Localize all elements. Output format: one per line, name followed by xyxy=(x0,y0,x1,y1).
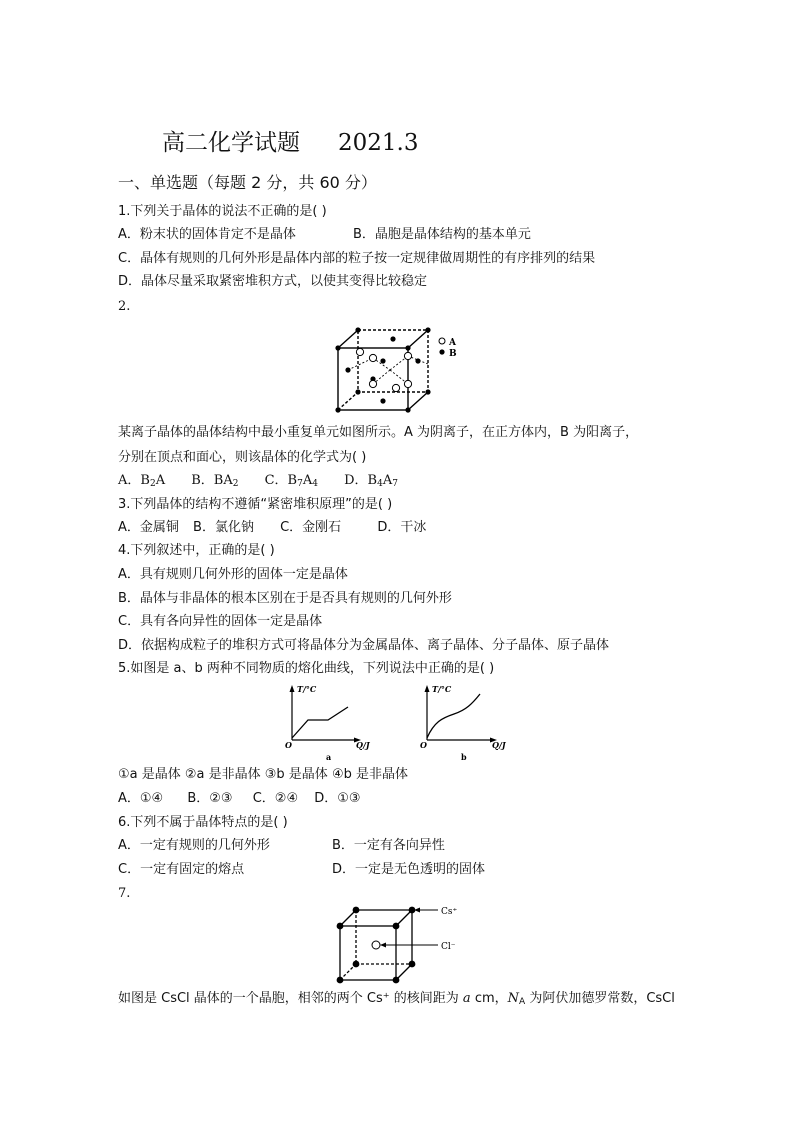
cs-ion xyxy=(353,961,360,968)
b-ion-face xyxy=(415,358,420,363)
q7-number: 7. xyxy=(118,886,131,901)
cl-label: Cl⁻ xyxy=(441,942,456,952)
q2-stem-line2: 分别在顶点和面心，则该晶体的化学式为( ) xyxy=(118,450,367,465)
q4-stem: 4.下列叙述中，正确的是( ) xyxy=(118,543,275,558)
q3-option-a: A．金属铜 xyxy=(118,520,179,535)
a-ion xyxy=(404,352,411,359)
q6-option-c: C．一定有固定的熔点 xyxy=(118,862,245,877)
q4-option-a: A．具有规则几何外形的固体一定是晶体 xyxy=(118,567,348,582)
q2-options xyxy=(118,472,398,493)
legend-b-symbol xyxy=(439,349,444,354)
graph-b xyxy=(420,684,507,762)
ionic-unit-cell-figure xyxy=(330,318,472,414)
graph-b-origin: O xyxy=(420,740,427,750)
graph-b-xlabel: Q/J xyxy=(492,740,506,750)
q3-option-c: C．金刚石 xyxy=(280,520,342,535)
b-ion-face xyxy=(380,398,385,403)
a-ion xyxy=(404,380,411,387)
cscl-unit-cell-figure xyxy=(334,900,474,986)
cube-edges xyxy=(338,330,428,410)
q4-option-b: B．晶体与非晶体的根本区别在于是否具有规则的几何外形 xyxy=(118,591,452,606)
cs-ion xyxy=(337,977,344,984)
cs-ion xyxy=(409,961,416,968)
q1-stem: 1.下列关于晶体的说法不正确的是( ) xyxy=(118,204,327,219)
q6-option-d: D．一定是无色透明的固体 xyxy=(332,862,486,877)
legend-a-label: A xyxy=(449,338,456,348)
q5-option-b: B．②③ xyxy=(187,791,233,806)
q5-option-d: D．①③ xyxy=(314,791,361,806)
q3-stem: 3.下列晶体的结构不遵循“紧密堆积原理”的是( ) xyxy=(118,497,393,512)
cs-ion xyxy=(393,923,400,930)
b-ion-corner xyxy=(355,389,360,394)
graph-a-caption: a xyxy=(326,752,332,762)
legend-a-symbol xyxy=(439,338,445,344)
graph-b-caption: b xyxy=(461,752,467,762)
q2-option-b: B．$BA_2$ xyxy=(191,473,239,489)
cl-ion xyxy=(372,941,380,949)
graph-a-xlabel: Q/J xyxy=(356,740,370,750)
cs-ion xyxy=(393,977,400,984)
graph-a-ylabel: T/°C xyxy=(297,684,317,694)
q7-var-a: a xyxy=(462,991,471,1006)
q5-options xyxy=(118,790,361,808)
q2-number: 2. xyxy=(118,299,131,314)
melting-curves-figure xyxy=(284,682,514,764)
q6-option-a: A．一定有规则的几何外形 xyxy=(118,838,270,853)
b-ion-corner xyxy=(425,389,430,394)
b-ion-face xyxy=(380,358,385,363)
q5-option-c: C．②④ xyxy=(252,791,299,806)
q1-option-a: A．粉末状的固体肯定不是晶体 xyxy=(118,227,296,242)
q1-option-b: B．晶胞是晶体结构的基本单元 xyxy=(353,227,531,242)
b-ion-corner xyxy=(425,327,430,332)
q5-statements: ①a 是晶体 ②a 是非晶体 ③b 是晶体 ④b 是非晶体 xyxy=(118,767,408,782)
b-ion-corner xyxy=(335,407,340,412)
q6-stem: 6.下列不属于晶体特点的是( ) xyxy=(118,815,288,830)
q4-option-c: C．具有各向异性的固体一定是晶体 xyxy=(118,614,323,629)
cs-ion xyxy=(353,907,360,914)
graph-a-origin: O xyxy=(285,740,292,750)
q2-option-d: D．$B_4A_7$ xyxy=(344,473,398,489)
a-ions xyxy=(356,348,411,391)
graph-b-ylabel: T/°C xyxy=(432,684,452,694)
title-year: 2021.3 xyxy=(338,130,419,156)
a-ion xyxy=(392,384,399,391)
q7-stem: 如图是 CsCl 晶体的一个晶胞，相邻的两个 Cs⁺ 的核间距为 a cm，$N_A$ 为阿伏加德罗常数，CsCl xyxy=(118,991,675,1007)
cs-ion xyxy=(337,923,344,930)
q3-option-d: D．干冰 xyxy=(377,520,427,535)
a-ion xyxy=(369,354,376,361)
exam-title xyxy=(162,124,418,157)
q6-option-b: B．一定有各向异性 xyxy=(332,838,445,853)
b-ion-corner xyxy=(405,407,410,412)
q2-stem-line1: 某离子晶体的晶体结构中最小重复单元如图所示。A 为阴离子，在正方体内，B 为阳离子， xyxy=(118,425,639,440)
q3-option-b: B．氯化钠 xyxy=(193,520,254,535)
q5-option-a: A．①④ xyxy=(118,791,164,806)
graph-b-curve xyxy=(427,694,480,738)
q5-stem: 5.如图是 a、b 两种不同物质的熔化曲线，下列说法中正确的是( ) xyxy=(118,661,495,676)
q1-option-c: C．晶体有规则的几何外形是晶体内部的粒子按一定规律做周期性的有序排列的结果 xyxy=(118,251,596,266)
q4-option-d: D．依据构成粒子的堆积方式可将晶体分为金属晶体、离子晶体、分子晶体、原子晶体 xyxy=(118,638,610,653)
b-ion-corner xyxy=(405,345,410,350)
a-ion xyxy=(369,380,376,387)
cs-label: Cs⁺ xyxy=(441,907,458,917)
b-ion-corner xyxy=(335,345,340,350)
b-ion-face xyxy=(345,367,350,372)
graph-a xyxy=(285,684,371,762)
q1-option-d: D．晶体尽量采取紧密堆积方式，以使其变得比较稳定 xyxy=(118,274,428,289)
b-ion-corner xyxy=(355,327,360,332)
a-ion xyxy=(356,348,363,355)
q3-options xyxy=(118,519,426,537)
section-heading: 一、单选题（每题 2 分，共 60 分） xyxy=(118,173,377,192)
legend-b-label: B xyxy=(449,349,457,359)
q7-var-na: N xyxy=(507,991,520,1006)
title-main: 高二化学试题 xyxy=(162,130,300,156)
q2-option-a: A．$B_2A$ xyxy=(118,473,166,489)
q2-option-c: C．$B_7A_4$ xyxy=(264,473,318,489)
graph-a-curve xyxy=(292,707,348,738)
b-ion-face xyxy=(390,336,395,341)
